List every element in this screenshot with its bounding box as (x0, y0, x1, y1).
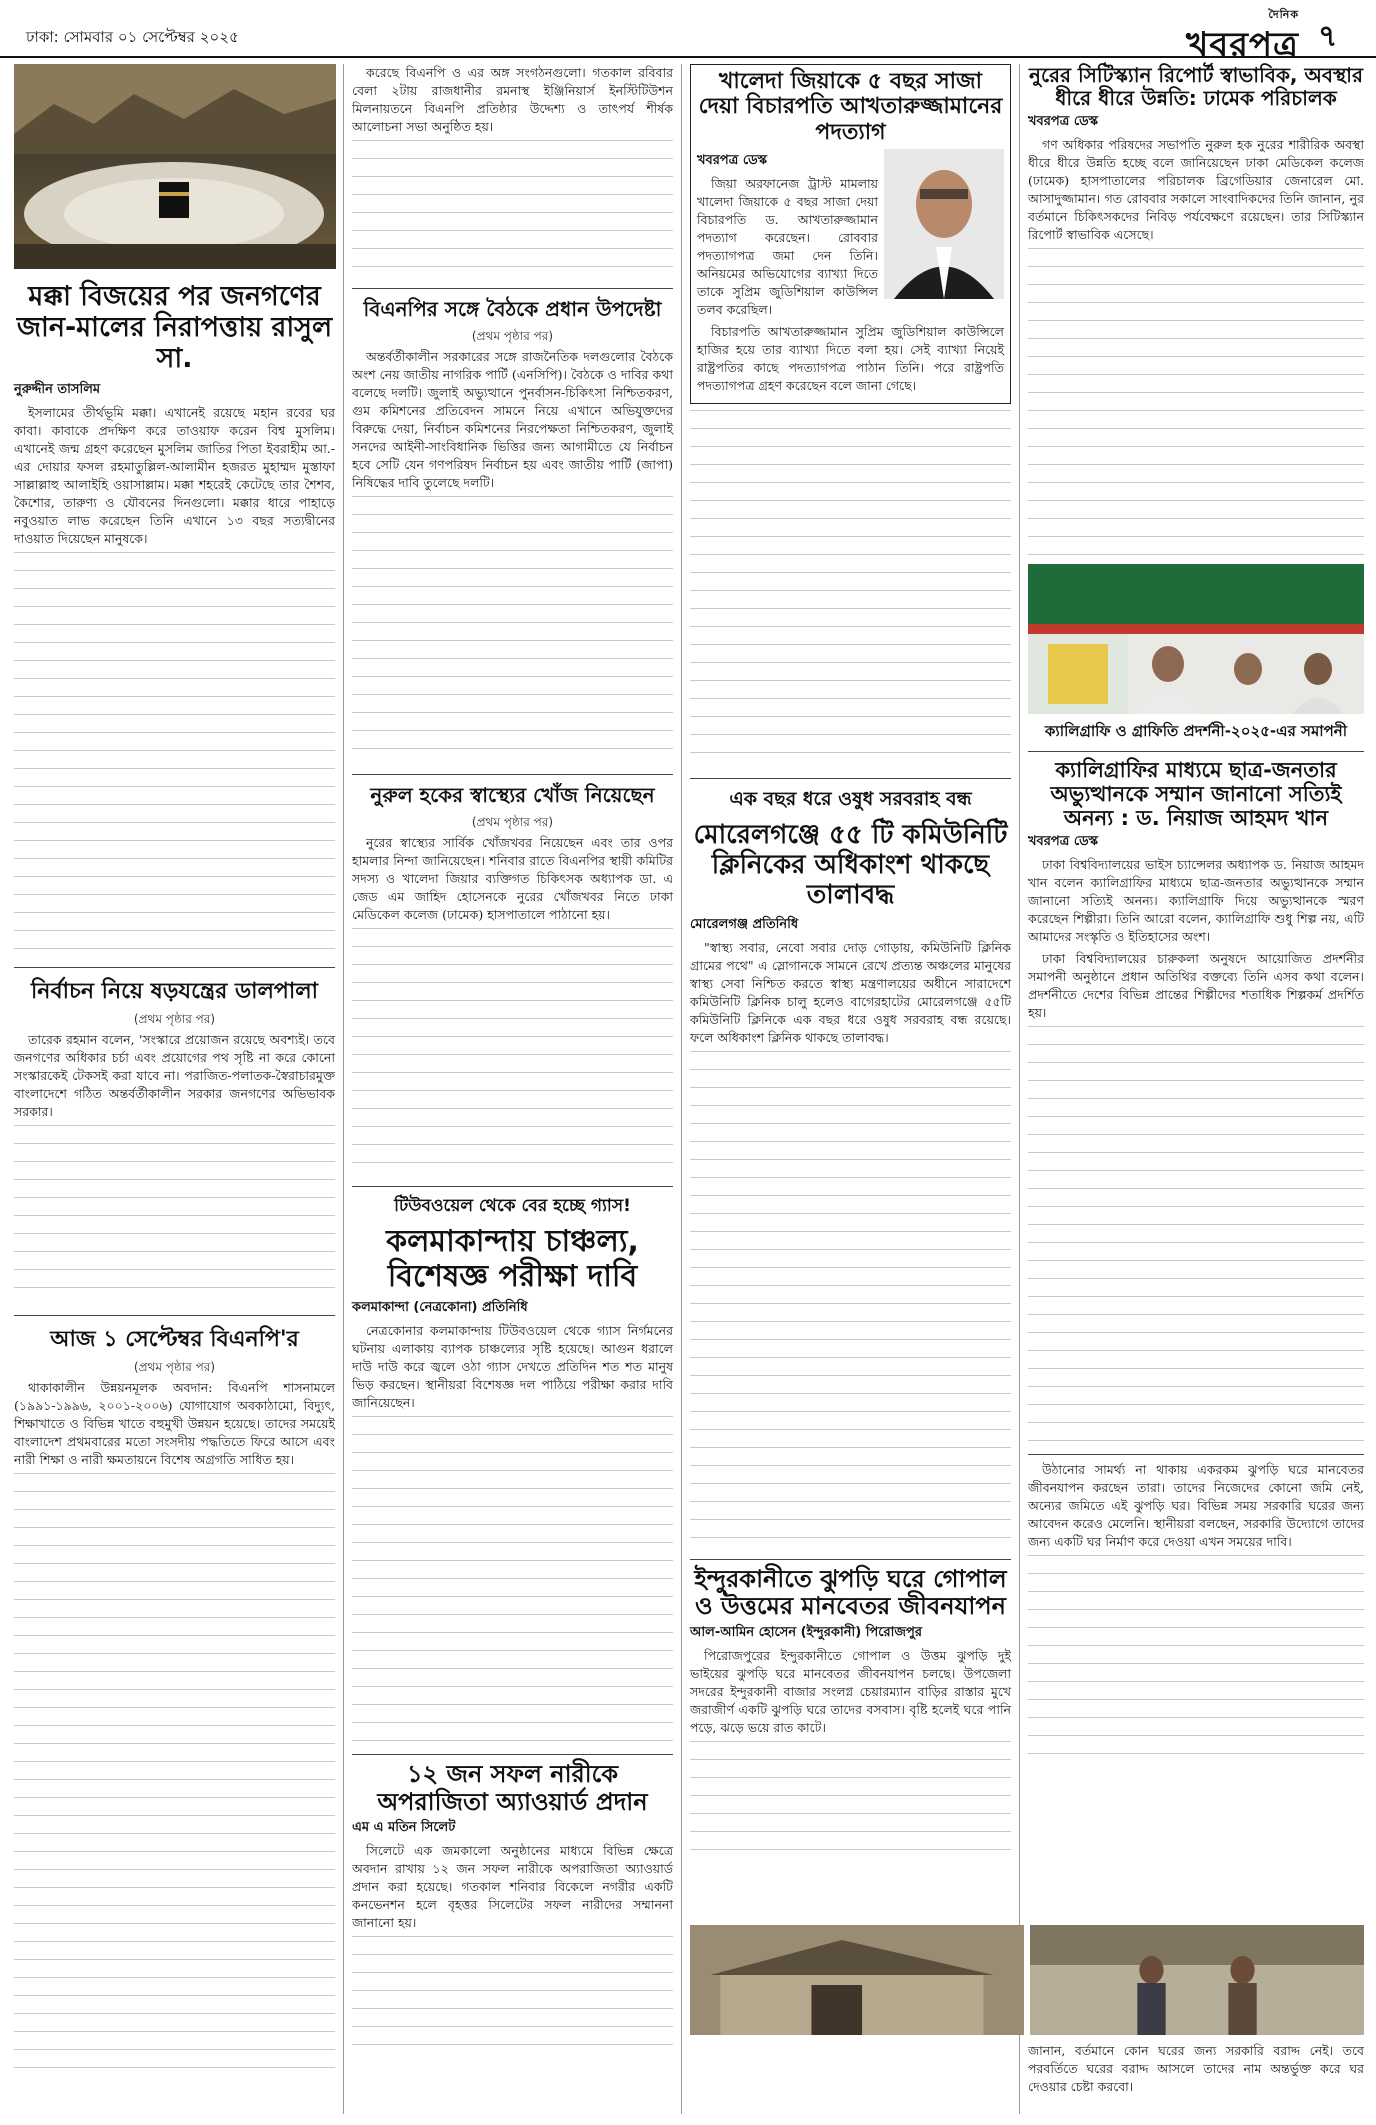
clinic-headline: মোরেলগঞ্জে ৫৫ টি কমিউনিটি ক্লিনিকের অধিকাংশ থাকছে তালাবদ্ধ (693, 819, 1008, 910)
separator (690, 1559, 1011, 1560)
kaaba-photo (14, 64, 336, 269)
calligraphy-paragraph-2: ঢাকা বিশ্ববিদ্যালয়ের চারুকলা অনুষদে আয়োজিত প্রদর্শনীর সমাপনী অনুষ্ঠানে প্রধান অতিথির বক্তব্যে তিনি এসব কথা বলেন। প্রদর্শনীতে দেশের বিভিন্ন প্রান্তের শিল্পীদের শতাধিক শিল্পকর্ম প্রদর্শিত হয়। (1028, 951, 1364, 1021)
khaleda-box (690, 64, 1011, 404)
advisor-meeting-text (352, 348, 673, 492)
indurkani-byline: আল-আমিন হোসেন (ইন্দুরকানী) পিরোজপুর (690, 1624, 922, 1640)
calligraphy-text (1028, 856, 1364, 1022)
calligraphy-text-continued (1028, 1026, 1364, 1446)
election-text-continued (14, 1125, 335, 1305)
nurul-haque-paragraph: নুরের স্বাস্থ্যের সার্বিক খোঁজখবর নিয়েছেন এবং তার ওপর হামলার নিন্দা জানিয়েছেন। শনিবার রাতে বিএনপির স্থায়ী কমিটির সদস্য ও খালেদা জিয়ার ব্যক্তিগত চিকিৎসক অধ্যাপক ডা. এ জেড এম জাহিদ হোসেনকে নুরের খোঁজখবর নিতে ঢাকা মেডিকেল কলেজ (ঢামেক) হাসপাতালে পাঠানো হয়। (352, 835, 673, 922)
hut-photo-right (1030, 1925, 1364, 2035)
khaleda-text (697, 175, 878, 319)
bnp-anniversary-paragraph: থাকাকালীন উন্নয়নমূলক অবদান: বিএনপি শাসনামলে (১৯৯১-১৯৯৬, ২০০১-২০০৬) যোগাযোগ অবকাঠামো, বিদ্যুৎ, শিক্ষাখাতে ও বিভিন্ন খাতে বহুমুখী উন্নয়ন হয়েছে। তাদের সময়েই বাংলাদেশ প্রথমবারের মতো সংসদীয় পদ্ধতিতে ফিরে আসে এবং নারী শিক্ষা ও নারী ক্ষমতায়নে বিশেষ অগ্রগতি সাধিত হয়। (14, 1380, 335, 1468)
separator (352, 1754, 673, 1755)
logo-text: খবরপত্র (1186, 25, 1300, 65)
mecca-text-continued (14, 552, 335, 957)
issue-date: ঢাকা: সোমবার ০১ সেপ্টেম্বর ২০২৫ (26, 28, 239, 46)
indurkani-continued-lines (1028, 1555, 1364, 1755)
mecca-byline: নুরুদ্দীন তাসলিম (14, 382, 101, 398)
indurkani-closing-paragraph: জানান, বর্তমানে কোন ঘরের জন্য সরকারি বরাদ্দ নেই। তবে পরবর্তিতে ঘরের বরাদ্দ আসলে তাদের নাম অন্তর্ভুক্ত করে ঘর দেওয়ার চেষ্টা করবো। (1028, 2043, 1364, 2094)
calligraphy-event-illustration (1028, 564, 1364, 714)
indurkani-headline: ইন্দুরকানীতে ঝুপড়ি ঘরে গোপাল ও উত্তমের মানবেতর জীবনযাপন (694, 1564, 1007, 1621)
nurul-haque-continued: (প্রথম পৃষ্ঠার পর) (471, 815, 554, 829)
nurul-haque-headline: নুরুল হকের স্বাস্থ্যের খোঁজ নিয়েছেন (370, 783, 655, 807)
khaleda-headline: খালেদা জিয়াকে ৫ বছর সাজা দেয়া বিচারপতি আখতারুজ্জামানের পদত্যাগ (698, 69, 1003, 145)
election-text (14, 1031, 335, 1121)
judge-portrait (884, 149, 1004, 299)
indurkani-paragraph: পিরোজপুরের ইন্দুরকানীতে গোপাল ও উত্তম ঝুপড়ি দুই ভাইয়ের ঝুপড়ি ঘরে মানবেতর জীবনযাপন চলছে। উপজেলা সদরের ইন্দুরকানী বাজার সংলগ্ন চেয়ারম্যান বাড়ির রাস্তার মুখে জরাজীর্ণ একটি ঝুপড়ি ঘরে তাদের বসবাস। বৃষ্টি হলেই ঘরে পানি পড়ে, ঝড়ে ভয়ে রাত কাটে। (690, 1647, 1011, 1735)
indurkani-photos (690, 1925, 1364, 2035)
mecca-headline: মক্কা বিজয়ের পর জনগণের জান-মালের নিরাপত্তায় রাসুল সা. (16, 281, 333, 375)
bnp-event-text (352, 64, 673, 136)
khaleda-byline: খবরপত্র ডেস্ক (697, 152, 768, 168)
khaleda-paragraph: জিয়া অরফানেজ ট্রাস্ট মামলায় খালেদা জিয়াকে ৫ বছর সাজা দেয়া বিচারপতি ড. আখতারুজ্জামান পদত্যাগ করেছেন। রোববার পদত্যাগপত্র জমা দেন তিনি। অনিয়মের অভিযোগের ব্যাখ্যা দিতে তাকে সুপ্রিম জুডিশিয়াল কাউন্সিল তলব করেছিল। (697, 175, 878, 317)
nur-health-text (1028, 136, 1364, 244)
calligraphy-headline: ক্যালিগ্রাফির মাধ্যমে ছাত্র-জনতার অভ্যুত্থানকে সম্মান জানানো সত্যিই অনন্য : ড. নিয়াজ আহমদ খান (1050, 758, 1342, 831)
indurkani-continued-paragraph: উঠানোর সামর্থ্য না থাকায় একরকম ঝুপড়ি ঘরে মানবেতর জীবনযাপন করছেন তারা। তাদের নিজেদের কোনো জমি নেই, অন্যের জমিতে এই ঝুপড়ি ঘর। বিভিন্ন সময় সরকারি ঘরের জন্য আবেদন করেও মেলেনি। স্থানীয়রা বলছেন, সরকারি উদ্যোগে তাদের জন্য একটি ঘর নির্মাণ করে দেওয়া এখন সময়ের দাবি। (1028, 1462, 1364, 1550)
advisor-meeting-headline: বিএনপির সঙ্গে বৈঠকে প্রধান উপদেষ্টা (363, 297, 662, 321)
advisor-meeting-text-continued (352, 496, 673, 766)
aparajita-text-continued (352, 1936, 673, 2054)
election-continued: (প্রথম পৃষ্ঠার পর) (133, 1012, 216, 1027)
indurkani-text (690, 1647, 1011, 1737)
bnp-anniversary-continued: (প্রথম পৃষ্ঠার পর) (133, 1360, 216, 1375)
nur-health-text-continued (1028, 248, 1364, 558)
column-3 (690, 64, 1020, 2114)
separator (690, 778, 1011, 779)
nurul-haque-text (352, 834, 673, 924)
khaleda-row (697, 149, 1004, 323)
khaleda-text-continued (690, 410, 1011, 770)
advisor-meeting-continued: (প্রথম পৃষ্ঠার পর) (471, 329, 554, 343)
column-2 (352, 64, 682, 2114)
nur-health-paragraph: গণ অধিকার পরিষদের সভাপতি নুরুল হক নুরের শারীরিক অবস্থা ধীরে ধীরে উন্নতি হচ্ছে বলে জানিয়েছেন ঢাকা মেডিকেল কলেজ (ঢামেক) হাসপাতালের পরিচালক ব্রিগেডিয়ার জেনারেল মো. আসাদুজ্জামান। গত রোববার সকালে সাংবাদিকদের তিনি জানান, নুর বর্তমানে চিকিৎসকদের নিবিড় পর্যবেক্ষণে রয়েছেন। তার সিটিস্ক্যান রিপোর্ট স্বাভাবিক এসেছে। (1028, 137, 1364, 242)
separator (1028, 751, 1364, 752)
gas-byline: কলমাকান্দা (নেত্রকোনা) প্রতিনিধি (352, 1300, 528, 1315)
brothers-illustration (1030, 1925, 1364, 2035)
separator (352, 288, 673, 289)
column-4 (1028, 64, 1364, 2114)
nurul-haque-text-continued (352, 928, 673, 1178)
hut-illustration (690, 1925, 1024, 2035)
nur-health-byline: খবরপত্র ডেস্ক (1028, 114, 1099, 129)
separator (352, 774, 673, 775)
mecca-text (14, 404, 335, 548)
calligraphy-photo (1028, 564, 1364, 714)
election-paragraph: তারেক রহমান বলেন, 'সংস্কারে প্রয়োজন রয়েছে অবশ্যই। তবে জনগণের অধিকার চর্চা এবং প্রয়োগের পথ সৃষ্টি না করে কোনো সংস্কারকেই টেকসই করা যাবে না। পরাজিত-পলাতক-স্বৈরাচারমুক্ত বাংলাদেশে গঠিত অন্তর্বর্তীকালীন সরকার জনগণের অভিভাবক সরকার। (14, 1032, 335, 1120)
clinic-text-continued (690, 1051, 1011, 1551)
bnp-event-text-continued (352, 140, 673, 280)
clinic-byline: মোরেলগঞ্জ প্রতিনিধি (690, 916, 799, 932)
bnp-anniversary-text (14, 1379, 335, 1469)
bnp-event-paragraph: করেছে বিএনপি ও এর অঙ্গ সংগঠনগুলো। গতকাল রবিবার বেলা ২টায় রাজধানীর রমনাস্থ ইঞ্জিনিয়ার্স ইনস্টিটিউশন মিলনায়তনে বিএনপি প্রতিষ্ঠার উদ্দেশ্য ও তাৎপর্য শীর্ষক আলোচনা সভা অনুষ্ঠিত হয়। (352, 65, 673, 134)
khaleda-text-2 (697, 323, 1004, 395)
aparajita-byline: এম এ মতিন সিলেট (352, 1820, 456, 1836)
column-1 (14, 64, 344, 2114)
separator (1028, 1454, 1364, 1455)
calligraphy-photo-caption: ক্যালিগ্রাফি ও গ্রাফিতি প্রদর্শনী-২০২৫-এর সমাপনী (1044, 722, 1348, 740)
indurkani-continued-text (1028, 1461, 1364, 1551)
separator (14, 967, 335, 968)
gas-paragraph: নেত্রকোনার কলমাকান্দায় টিউবওয়েল থেকে গ্যাস নির্গমনের ঘটনায় এলাকায় ব্যাপক চাঞ্চল্যের সৃষ্টি হয়েছে। আগুন ধরালে দাউ দাউ করে জ্বলে ওঠা গ্যাস দেখতে প্রতিদিন শত শত মানুষ ভিড় করছেন। স্থানীয়রা বিশেষজ্ঞ দল পাঠিয়ে পরীক্ষা করার দাবি জানিয়েছেন। (352, 1323, 673, 1410)
separator (14, 1315, 335, 1316)
clinic-text (690, 939, 1011, 1047)
indurkani-text-continued (690, 1741, 1011, 1861)
aparajita-headline: ১২ জন সফল নারীকে অপরাজিতা অ্যাওয়ার্ড প্রদান (377, 1760, 648, 1816)
bnp-anniversary-headline: আজ ১ সেপ্টেম্বর বিএনপি'র (50, 1327, 299, 1353)
gas-text (352, 1322, 673, 1412)
judge-portrait-illustration (884, 149, 1004, 299)
bnp-anniversary-text-continued (14, 1473, 335, 2083)
separator (352, 1186, 673, 1187)
logo-small-text: দৈনিক (1268, 8, 1300, 21)
clinic-kicker: এক বছর ধরে ওষুধ সরবরাহ বন্ধ (729, 787, 972, 810)
hut-photo-left (690, 1925, 1024, 2035)
indurkani-closing-text (1028, 2042, 1364, 2096)
clinic-paragraph: "স্বাস্থ্য সবার, নেবো সবার দোড় গোড়ায়, কমিউনিটি ক্লিনিক গ্রামের পথে" এ স্লোগানকে সামনে রেখে প্রত্যন্ত অঞ্চলের মানুষের স্বাস্থ্য সেবা নিশ্চিত করতে স্বাস্থ্য মন্ত্রণালয়ের অধীনে সারাদেশে কমিউনিটি ক্লিনিক চালু হলেও বাগেরহাটের মোরেলগঞ্জে ৫৫টি কমিউনিটি ক্লিনিকে এক বছর ধরে ওষুধ সরবরাহ বন্ধ রয়েছে। ফলে অধিকাংশ ক্লিনিক থাকছে তালাবদ্ধ। (690, 939, 1011, 1045)
mecca-paragraph: ইসলামের তীর্থভূমি মক্কা। এখানেই রয়েছে মহান রবের ঘর কাবা। কাবাকে প্রদক্ষিণ করে তাওয়াফ করেন বিশ্ব মুসলিম। এখানেই জন্ম গ্রহণ করেছেন মুসলিম জাতির পিতা ইবরাহীম আ.-এর দোয়ার ফসল রহমাতুল্লিল-আলামীন হজরত মুহাম্মদ মুস্তাফা সাল্লাল্লাহু আলাইহি ওয়াসাল্লাম। মক্কা শহরেই কেটেছে তার শৈশব, কৈশোর, তারুণ্য ও যৌবনের দিনগুলো। মক্কার ধারে পাহাড়ে নবুওয়াত লাভ করেছেন তিনি এখানে ১৩ বছর সত্যদ্বীনের দাওয়াত দিয়েছেন মানুষকে। (14, 405, 335, 547)
khaleda-paragraph-2: বিচারপতি আখতারুজ্জামান সুপ্রিম জুডিশিয়াল কাউন্সিলে হাজির হয়ে তার ব্যাখ্যা দিতে বলা হয়। সেই ব্যাখ্যা নিয়েই রাষ্ট্রপতির কাছে পদত্যাগপত্র পাঠান তিনি। পরে রাষ্ট্রপতি পদত্যাগপত্র গ্রহণ করেছেন বলে জানা গেছে। (697, 323, 1004, 393)
nur-health-headline: নুরের সিটিস্ক্যান রিপোর্ট স্বাভাবিক, অবস্থার ধীরে ধীরে উন্নতি: ঢামেক পরিচালক (1029, 63, 1363, 110)
gas-headline: কলমাকান্দায় চাঞ্চল্য, বিশেষজ্ঞ পরীক্ষা দাবি (386, 1224, 639, 1294)
election-headline: নির্বাচন নিয়ে ষড়যন্ত্রের ডালপালা (30, 979, 319, 1005)
calligraphy-byline: খবরপত্র ডেস্ক (1028, 834, 1099, 850)
aparajita-paragraph: সিলেটে এক জমকালো অনুষ্ঠানের মাধ্যমে বিভিন্ন ক্ষেত্রে অবদান রাখায় ১২ জন সফল নারীকে অপরাজিতা অ্যাওয়ার্ড প্রদান করা হয়েছে। গতকাল শনিবার বিকেলে নগরীর একটি কনভেনশন হলে বৃহত্তর সিলেটের সফল নারীদের সম্মাননা জানানো হয়। (352, 1843, 673, 1931)
advisor-meeting-paragraph: অন্তর্বর্তীকালীন সরকারের সঙ্গে রাজনৈতিক দলগুলোর বৈঠকে অংশ নেয় জাতীয় নাগরিক পার্টি (এনসিপি)। বৈঠকে ও দাবির কথা বলেছে দলটি। জুলাই অভ্যুত্থানে পুনর্বাসন-চিকিৎসা নিশ্চিতকরণ, গুম কমিশনের প্রতিবেদন সামনে নিয়ে এখানে অভিযুক্তদের বিরুদ্ধে দেয়া, নির্বাচন কমিশনের নিরপেক্ষতা নিশ্চিতকরণ, জুলাই সনদের আইনী-সাংবিধানিক ভিত্তির জন্য আগামীতে যে নির্বাচন হবে সেটি যেন গণপরিষদ নির্বাচন হয় এবং জাতীয় পার্টি (জাপা) নিষিদ্ধের দাবি তুলেছে দলটি। (352, 349, 673, 490)
masthead (0, 0, 1376, 65)
gas-kicker: টিউবওয়েল থেকে বের হচ্ছে গ্যাস! (394, 1196, 631, 1216)
page-number: ৭ (1318, 19, 1338, 54)
kaaba-illustration (14, 64, 336, 269)
aparajita-text (352, 1842, 673, 1932)
gas-text-continued (352, 1416, 673, 1746)
calligraphy-paragraph: ঢাকা বিশ্ববিদ্যালয়ের ভাইস চ্যান্সেলর অধ্যাপক ড. নিয়াজ আহমদ খান বলেন ক্যালিগ্রাফির মাধ্যমে ছাত্র-জনতার অভ্যুত্থানকে সম্মান জানানো সত্যিই অনন্য। ক্যালিগ্রাফি দিয়ে অভ্যুত্থানকে স্মরণ করেছেন শিল্পীরা। তিনি আরো বলেন, ক্যালিগ্রাফি শুধু শিল্প নয়, এটি আমাদের সংস্কৃতি ও ইতিহাসের অংশ। (1028, 857, 1364, 945)
